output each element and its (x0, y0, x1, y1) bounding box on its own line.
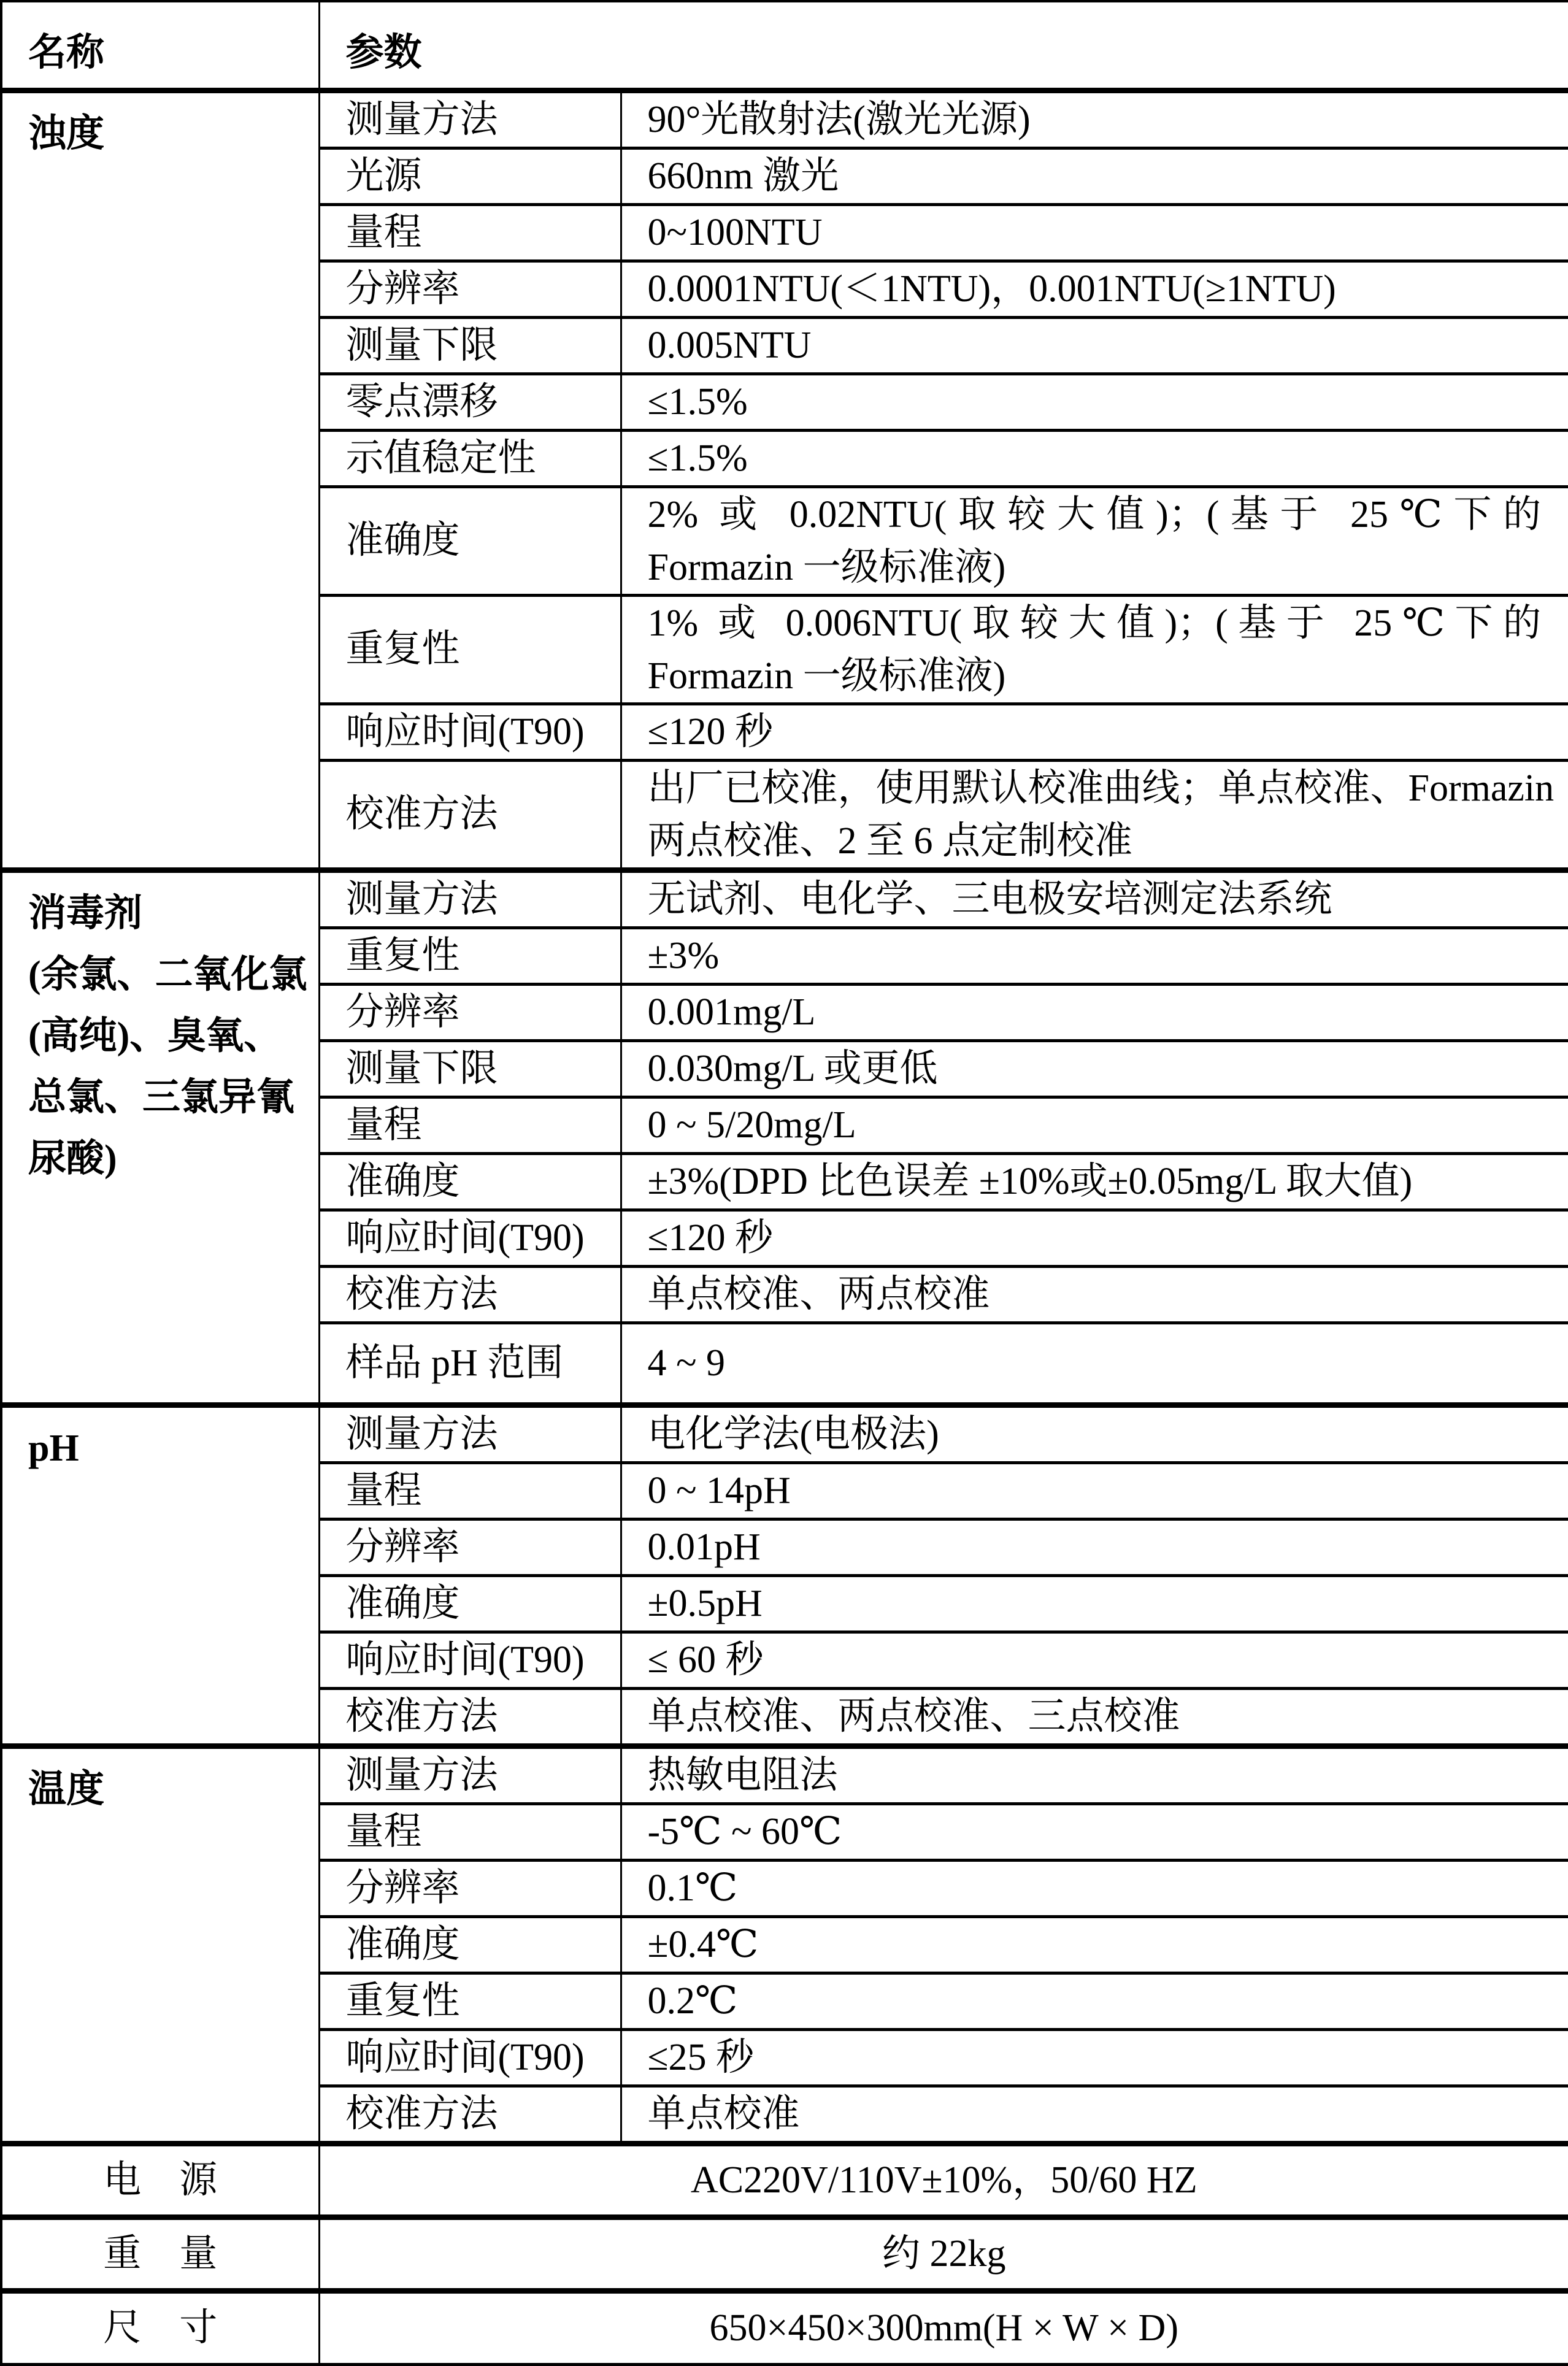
param-value-line: 0.0001NTU(＜1NTU)，0.001NTU(≥1NTU) (647, 267, 1336, 310)
table-row (1, 2143, 1568, 2217)
param-value (621, 204, 1568, 261)
param-value (621, 1323, 1568, 1405)
param-label: 量程 (319, 204, 621, 261)
param-value-line: ≤120 秒 (647, 1216, 774, 1259)
param-value (621, 1973, 1568, 2029)
param-value-line: 0~100NTU (647, 211, 823, 253)
section-name-temperature (1, 1746, 319, 2143)
param-value (621, 1688, 1568, 1746)
param-label: 测量方法 (319, 870, 621, 928)
param-value (621, 486, 1568, 595)
param-label: 测量方法 (319, 1746, 621, 1803)
param-value-line: ≤1.5% (647, 437, 748, 479)
param-value-line: 660nm 激光 (647, 155, 839, 197)
param-label: 测量方法 (319, 90, 621, 148)
param-value (621, 984, 1568, 1040)
section-name-line: 浊度 (28, 112, 105, 155)
section-name-line: (余氯、二氧化氯 (28, 953, 307, 996)
param-value (621, 1803, 1568, 1860)
section-name-line: 总氯、三氯异氰 (28, 1076, 295, 1118)
param-value-line: 0.01pH (647, 1526, 761, 1568)
section-name-line: 消毒剂 (28, 892, 143, 934)
param-value-line: ≤ 60 秒 (647, 1638, 764, 1681)
param-value (621, 148, 1568, 204)
footer-label-dimensions: 尺 寸 (1, 2291, 319, 2364)
param-value-line: ±3% (647, 934, 720, 977)
param-value-line: 两点校准、2 至 6 点定制校准 (647, 820, 1133, 862)
table-row (1, 1746, 1568, 1803)
param-label: 准确度 (319, 486, 621, 595)
table-row (1, 2291, 1568, 2364)
param-label: 测量下限 (319, 1040, 621, 1097)
param-value (621, 1632, 1568, 1688)
param-value-line: Formazin 一级标准液) (647, 546, 1006, 588)
section-name-line: 温度 (28, 1768, 105, 1810)
param-label: 校准方法 (319, 1688, 621, 1746)
footer-value-power: AC220V/110V±10%，50/60 HZ (319, 2143, 1568, 2217)
param-value (621, 374, 1568, 430)
param-value-line: 0.1℃ (647, 1867, 738, 1909)
param-label: 分辨率 (319, 261, 621, 317)
param-value-line: 热敏电阻法 (647, 1754, 838, 1796)
param-value (621, 1860, 1568, 1916)
param-value-line: 90°光散射法(激光光源) (647, 98, 1031, 140)
table-row (1, 2217, 1568, 2291)
footer-value-weight: 约 22kg (319, 2217, 1568, 2291)
param-value (621, 261, 1568, 317)
param-value (621, 1746, 1568, 1803)
param-label: 样品 pH 范围 (319, 1323, 621, 1405)
param-label: 校准方法 (319, 1266, 621, 1323)
param-label: 响应时间(T90) (319, 2029, 621, 2086)
param-value (621, 2086, 1568, 2143)
table-row (1, 870, 1568, 928)
param-label: 测量方法 (319, 1405, 621, 1462)
param-value (621, 1462, 1568, 1519)
param-value (621, 595, 1568, 704)
param-value-line: 1% 或 0.006NTU(取较大值)；(基于 25℃下的 (647, 602, 1542, 644)
param-value-line: ±0.4℃ (647, 1923, 759, 1965)
param-label: 分辨率 (319, 1860, 621, 1916)
section-name-line: (高纯)、臭氧、 (28, 1015, 282, 1057)
param-value (621, 1575, 1568, 1632)
param-value-line: Formazin 一级标准液) (647, 655, 1006, 697)
param-value (621, 1916, 1568, 1973)
footer-label-power: 电 源 (1, 2143, 319, 2217)
param-label: 量程 (319, 1462, 621, 1519)
footer-value-dimensions: 650×450×300mm(H × W × D) (319, 2291, 1568, 2364)
param-value-line: 电化学法(电极法) (647, 1413, 939, 1455)
param-label: 校准方法 (319, 2086, 621, 2143)
param-value-line: 0.005NTU (647, 324, 812, 366)
param-value-line: 0.001mg/L (647, 991, 816, 1033)
param-label: 准确度 (319, 1153, 621, 1210)
param-value-line: 单点校准、两点校准 (647, 1273, 990, 1315)
param-value (621, 1040, 1568, 1097)
section-name-ph (1, 1405, 319, 1746)
param-value (621, 1097, 1568, 1153)
param-value (621, 1266, 1568, 1323)
table-row (1, 90, 1568, 148)
param-value-line: -5℃ ~ 60℃ (647, 1810, 842, 1853)
param-label: 分辨率 (319, 1519, 621, 1575)
param-value-line: 2% 或 0.02NTU(取较大值)；(基于 25℃下的 (647, 493, 1542, 536)
header-row (1, 1, 1568, 90)
param-label: 示值稳定性 (319, 430, 621, 486)
param-value (621, 1153, 1568, 1210)
param-label: 量程 (319, 1803, 621, 1860)
param-label: 光源 (319, 148, 621, 204)
param-value-line: ±3%(DPD 比色误差 ±10%或±0.05mg/L 取大值) (647, 1160, 1413, 1202)
param-label: 准确度 (319, 1916, 621, 1973)
param-label: 量程 (319, 1097, 621, 1153)
param-value-line: ±0.5pH (647, 1582, 763, 1624)
param-value (621, 2029, 1568, 2086)
param-label: 准确度 (319, 1575, 621, 1632)
param-label: 分辨率 (319, 984, 621, 1040)
param-value (621, 317, 1568, 374)
param-label: 重复性 (319, 928, 621, 984)
column-header-name: 名称 (1, 1, 319, 90)
column-header-params: 参数 (319, 1, 1568, 90)
param-value-line: 单点校准 (647, 2092, 800, 2135)
param-value-line: 0.2℃ (647, 1980, 738, 2022)
param-value (621, 870, 1568, 928)
param-label: 零点漂移 (319, 374, 621, 430)
section-name-turbidity (1, 90, 319, 870)
footer-label-weight: 重 量 (1, 2217, 319, 2291)
param-label: 响应时间(T90) (319, 1210, 621, 1266)
param-value-line: 4 ~ 9 (647, 1342, 726, 1384)
param-value-line: ≤120 秒 (647, 710, 774, 753)
param-label: 重复性 (319, 595, 621, 704)
param-value (621, 430, 1568, 486)
param-value (621, 1210, 1568, 1266)
param-value-line: 0.030mg/L 或更低 (647, 1047, 938, 1089)
param-value-line: 0 ~ 5/20mg/L (647, 1104, 856, 1146)
section-name-disinfectant (1, 870, 319, 1405)
section-name-line: pH (28, 1427, 79, 1469)
param-label: 响应时间(T90) (319, 1632, 621, 1688)
section-name-line: 尿酸) (28, 1137, 117, 1180)
table-row (1, 1405, 1568, 1462)
param-value (621, 1405, 1568, 1462)
param-value-line: 无试剂、电化学、三电极安培测定法系统 (647, 878, 1332, 920)
param-label: 重复性 (319, 1973, 621, 2029)
param-value (621, 928, 1568, 984)
param-value (621, 1519, 1568, 1575)
param-value-line: 出厂已校准，使用默认校准曲线；单点校准、Formazin (647, 767, 1555, 809)
param-label: 测量下限 (319, 317, 621, 374)
param-value-line: 单点校准、两点校准、三点校准 (647, 1695, 1180, 1737)
param-value-line: ≤1.5% (647, 380, 748, 423)
param-label: 响应时间(T90) (319, 704, 621, 760)
param-value (621, 704, 1568, 760)
param-label: 校准方法 (319, 760, 621, 870)
param-value (621, 90, 1568, 148)
param-value (621, 760, 1568, 870)
param-value-line: ≤25 秒 (647, 2036, 755, 2078)
param-value-line: 0 ~ 14pH (647, 1469, 791, 1511)
